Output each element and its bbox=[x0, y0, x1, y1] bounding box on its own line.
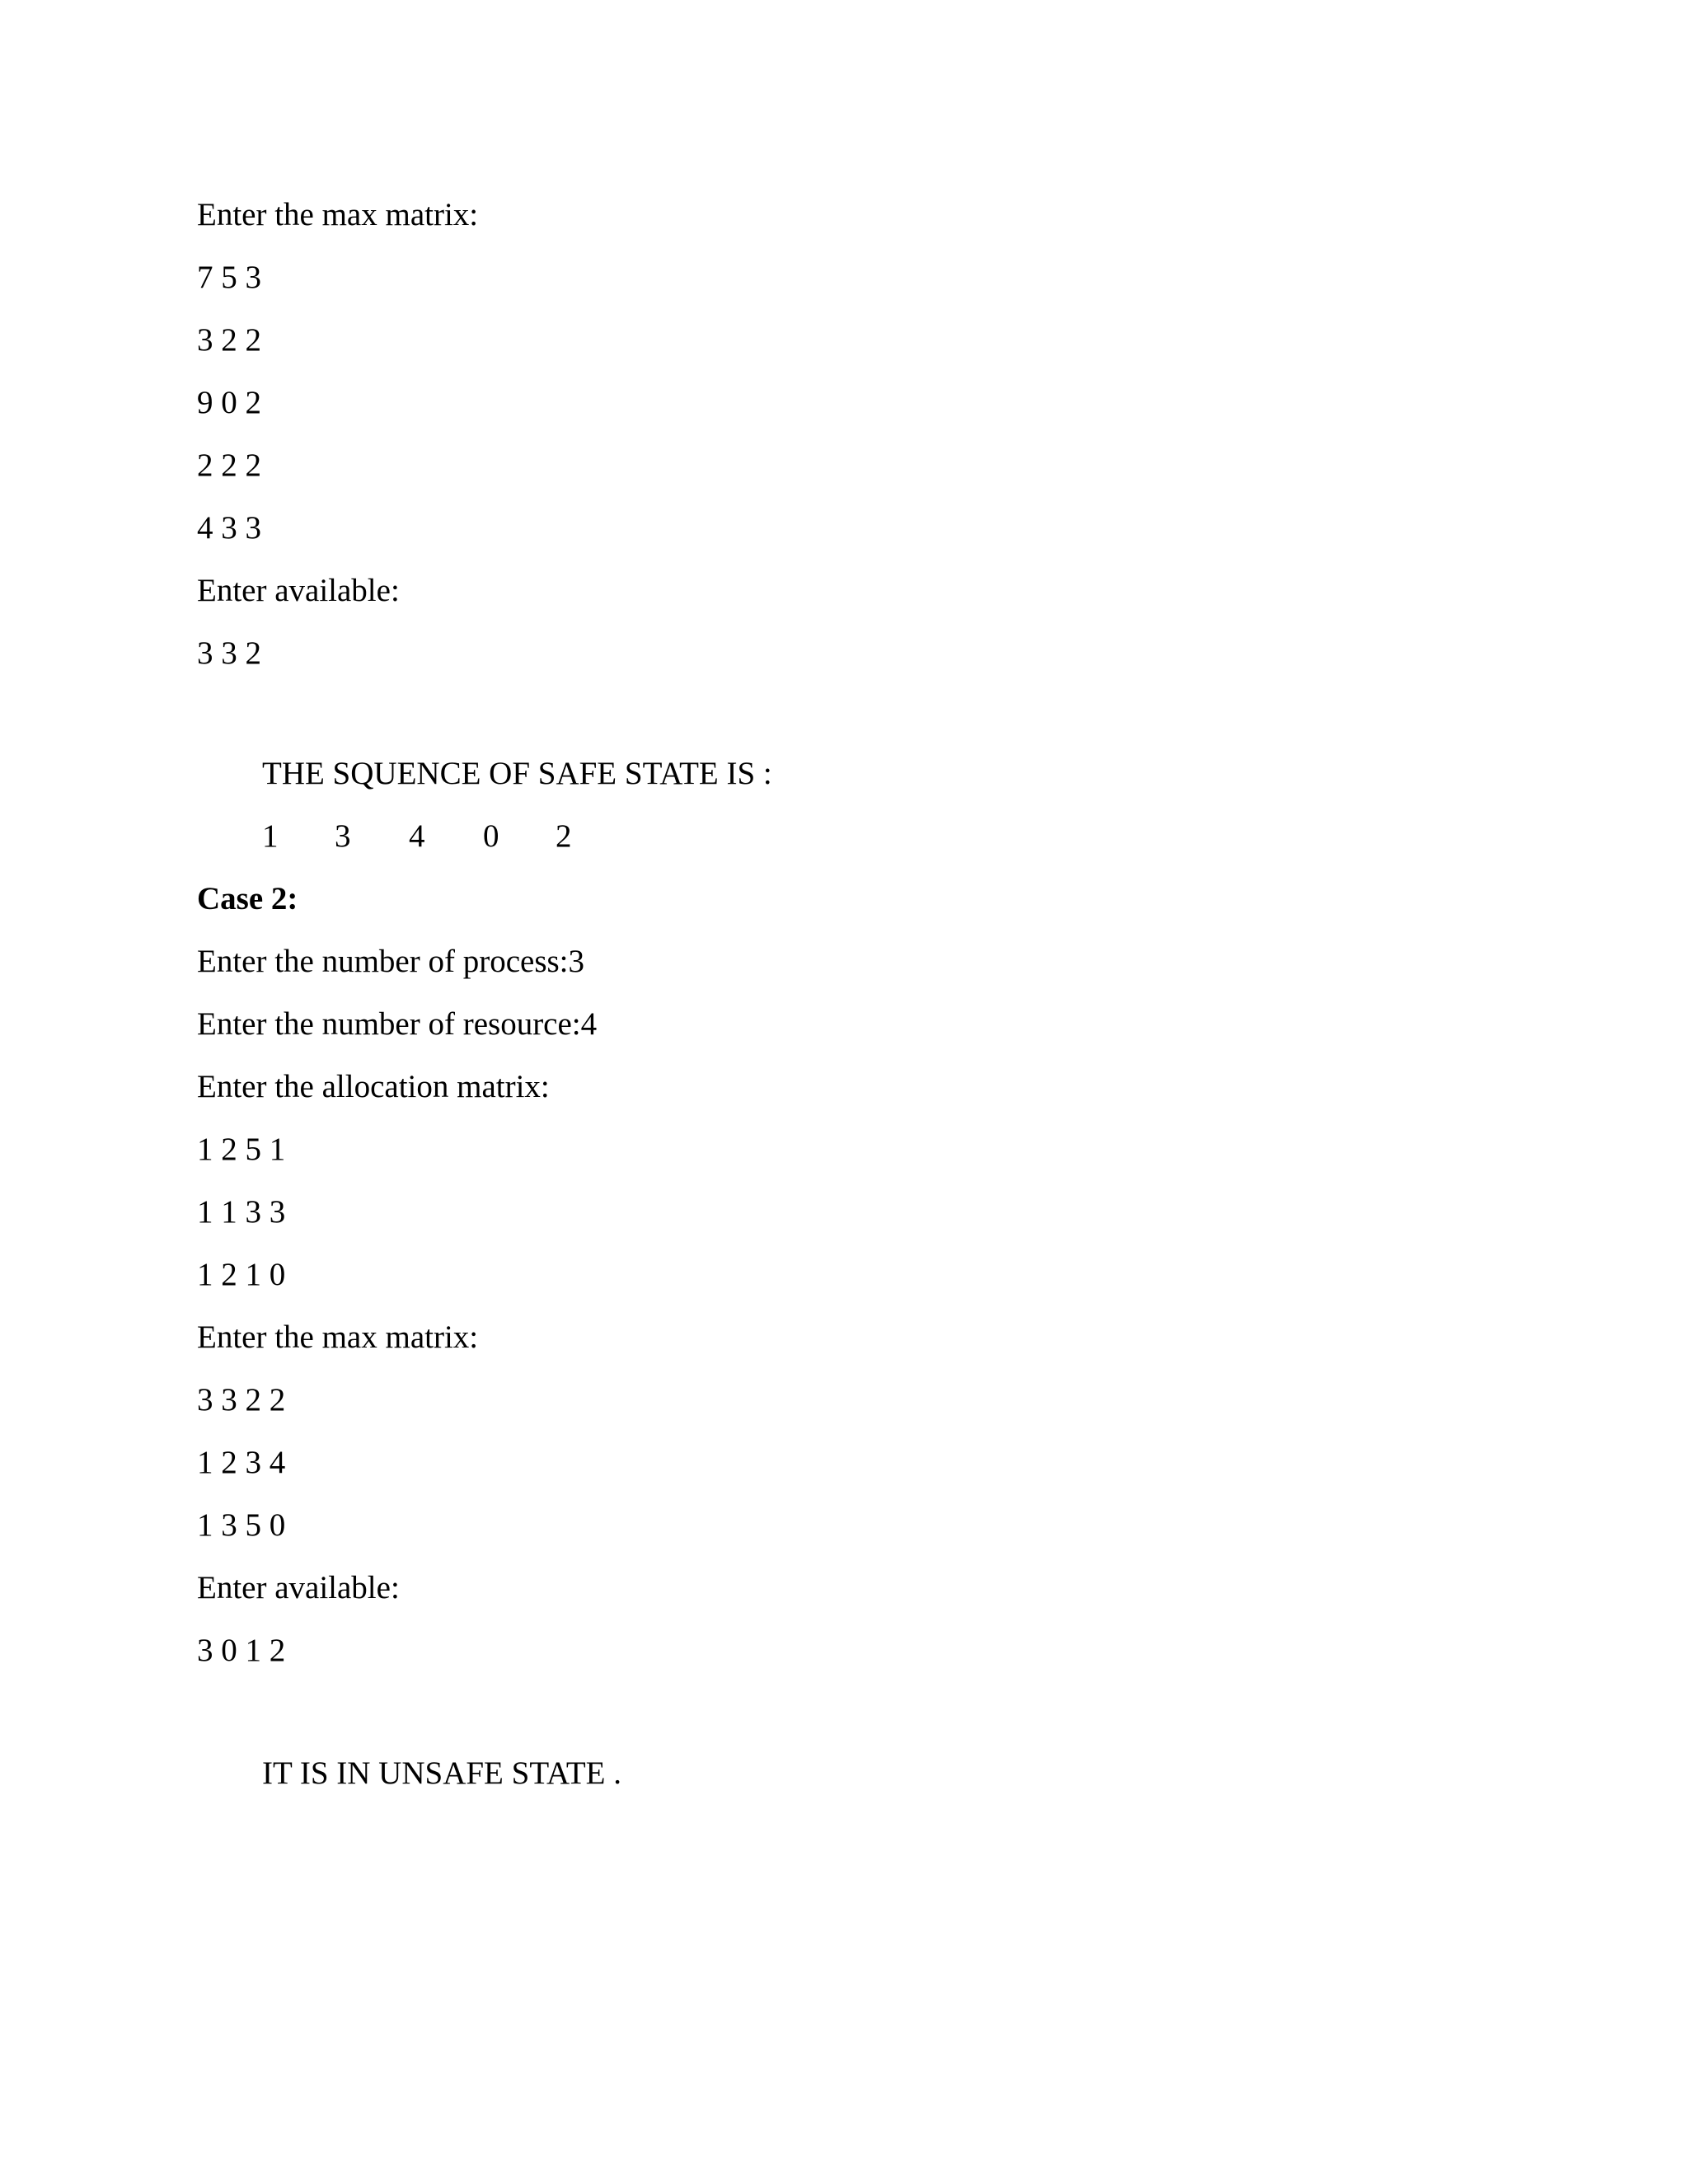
case1-max-row-3: 9 0 2 bbox=[197, 385, 261, 420]
case1-max-row-4: 2 2 2 bbox=[197, 448, 261, 483]
case2-allocation-row-1: 1 2 5 1 bbox=[197, 1132, 286, 1167]
case1-max-row-5: 4 3 3 bbox=[197, 510, 261, 546]
unsafe-state-message: IT IS IN UNSAFE STATE . bbox=[262, 1755, 622, 1791]
safe-sequence-item: 4 bbox=[409, 818, 425, 854]
case2-resource-line: Enter the number of resource:4 bbox=[197, 1006, 598, 1042]
case2-max-label: Enter the max matrix: bbox=[197, 1319, 479, 1355]
safe-sequence-item: 3 bbox=[335, 818, 351, 854]
safe-sequence-item: 1 bbox=[262, 818, 279, 854]
case2-heading: Case 2: bbox=[197, 881, 298, 916]
safe-sequence-item: 0 bbox=[483, 818, 499, 854]
case1-available-value: 3 3 2 bbox=[197, 635, 261, 671]
safe-sequence bbox=[262, 818, 608, 855]
case2-available-label: Enter available: bbox=[197, 1570, 400, 1605]
case2-process-line: Enter the number of process:3 bbox=[197, 944, 585, 979]
case1-available-label: Enter available: bbox=[197, 573, 400, 608]
case1-max-label: Enter the max matrix: bbox=[197, 197, 479, 232]
case1-max-row-1: 7 5 3 bbox=[197, 260, 261, 295]
case2-available-value: 3 0 1 2 bbox=[197, 1633, 286, 1668]
case2-allocation-row-2: 1 1 3 3 bbox=[197, 1194, 286, 1230]
case1-max-row-2: 3 2 2 bbox=[197, 322, 261, 358]
case2-allocation-row-3: 1 2 1 0 bbox=[197, 1257, 286, 1292]
case2-max-row-2: 1 2 3 4 bbox=[197, 1445, 286, 1480]
case2-max-row-1: 3 3 2 2 bbox=[197, 1382, 286, 1418]
safe-sequence-heading: THE SQUENCE OF SAFE STATE IS : bbox=[262, 756, 772, 791]
safe-sequence-item: 2 bbox=[556, 818, 572, 854]
case2-max-row-3: 1 3 5 0 bbox=[197, 1507, 286, 1543]
case2-allocation-label: Enter the allocation matrix: bbox=[197, 1069, 550, 1104]
